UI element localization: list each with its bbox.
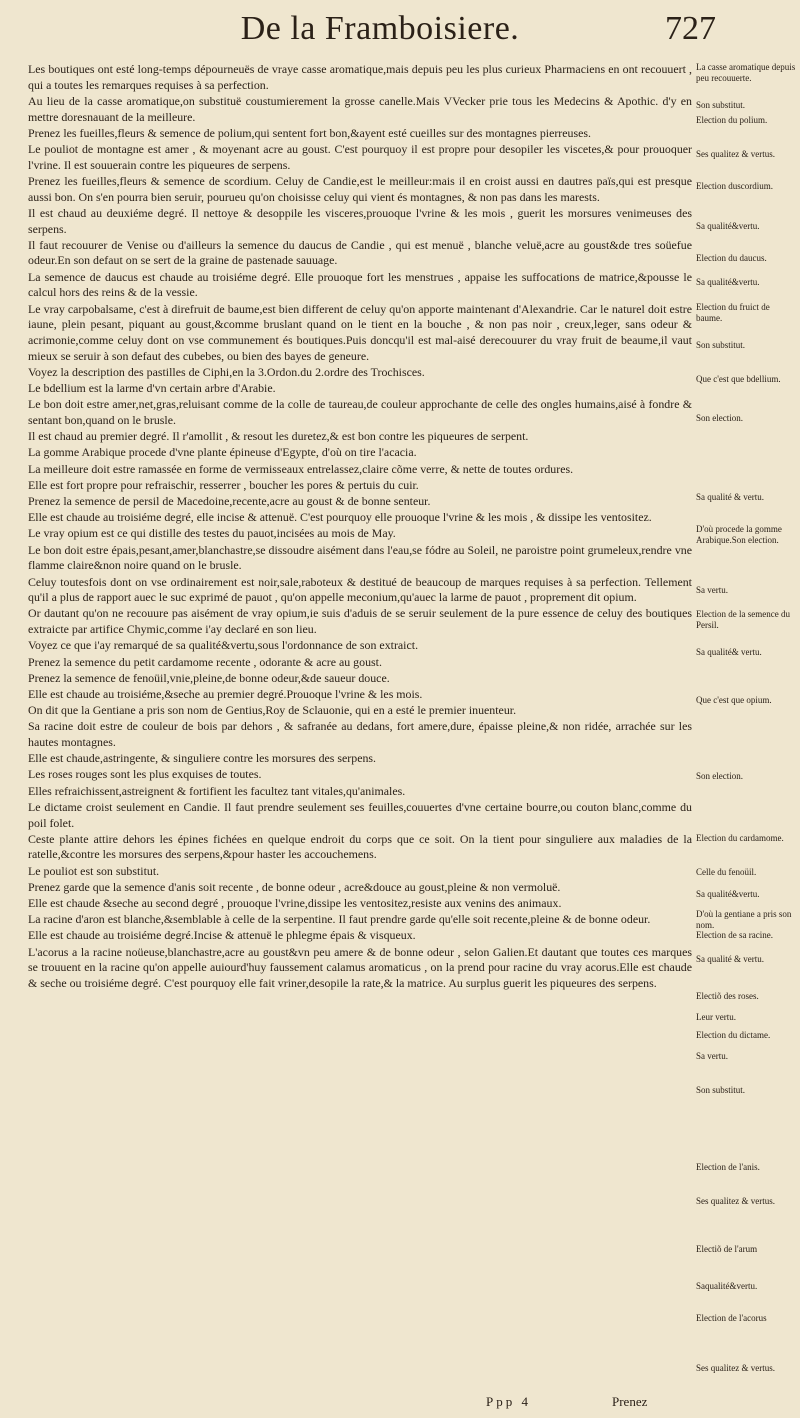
margin-note: Sa qualité&vertu. <box>696 220 760 231</box>
margin-note: Election du daucus. <box>696 252 767 263</box>
margin-note: Ses qualitez & vertus. <box>696 1362 775 1373</box>
paragraph: La gomme Arabique procede d'vne plante épineuse d'Egypte, d'où on tire l'acacia. <box>28 445 417 460</box>
margin-note: Son election. <box>696 413 743 424</box>
margin-note: Election du cardamome. <box>696 832 784 843</box>
paragraph: Or dautant qu'on ne recouure pas aisément de vray opium,ie suis d'aduis de se seruir seulement de la pure essence de celuy des boutiques extraicte par artifice Chymic,comme i'ay declaré en son lieu. <box>28 606 692 637</box>
margin-note: Sa qualité & vertu. <box>696 953 764 964</box>
margin-note: Electiõ de l'arum <box>696 1243 758 1254</box>
paragraph: Il est chaud au premier degré. Il r'amollit , & resout les duretez,& est bon contre les piqueures de serpent. <box>28 429 529 444</box>
paragraph: La racine d'aron est blanche,&semblable à celle de la serpentine. Il faut prendre garde qu'elle soit recente,pleine & de bonne odeur. <box>28 912 651 927</box>
margin-note: Sa qualité&vertu. <box>696 888 760 899</box>
paragraph: Elle est chaude au troisiéme,&seche au premier degré.Prouoque l'vrine & les mois. <box>28 686 423 701</box>
page-number: 727 <box>665 10 716 47</box>
running-title: De la Framboisiere. <box>240 10 520 47</box>
margin-note: D'où la gentiane a pris son nom. <box>696 909 792 930</box>
margin-note: D'où procede la gomme Arabique.Son election. <box>696 524 782 545</box>
paragraph: Prenez la semence de persil de Macedoine,recente,acre au goust & de bonne senteur. <box>28 493 431 508</box>
margin-note: Election de la semence du Persil. <box>696 609 790 630</box>
paragraph: Voyez la description des pastilles de Ciphi,en la 3.Ordon.du 2.ordre des Trochisces. <box>28 364 425 379</box>
margin-note: Celle du fenoüil. <box>696 866 757 877</box>
paragraph: Elles refraichissent,astreignent & fortifient les facultez tant vitales,qu'animales. <box>28 783 406 798</box>
margin-note: Son substitut. <box>696 1085 746 1095</box>
signature-mark: Ppp 4 <box>486 1394 531 1409</box>
paragraph: La meilleure doit estre ramassée en forme de vermisseaux entrelassez,claire cõme verre, & nette de toutes ordures. <box>28 461 574 476</box>
paragraph: Le bon doit estre amer,net,gras,reluisant comme de la colle de taureau,de couleur approchante de celle des ongles humains,aisé à fondre & sentant bon,quand on le brusle. <box>28 397 692 427</box>
paragraph: Le dictame croist seulement en Candie. Il faut prendre seulement ses feuilles,couuertes d'vne certaine bourre,ou couton blanc,comme du poil folet. <box>28 799 692 830</box>
paragraph: Sa racine doit estre de couleur de bois par dehors , & safranée au dedans, fort amere,dure, épaisse pleine,& non ridée, arrachée sur les hautes montagnes. <box>28 719 692 750</box>
margin-note: Ses qualitez & vertus. <box>696 1195 775 1206</box>
page-footer <box>0 1394 800 1414</box>
paragraph: Prenez les fueilles,fleurs & semence de scordium. Celuy de Candie,est le meilleur:mais il en croist aussi en dautres païs,qui est presque aussi bon. On s'en pourra bien seruir, pourueu qu'on choisisse celuy qui vient és montagnes, & non pas dans les marests. <box>28 173 692 204</box>
paragraph: Il est chaud au deuxiéme degré. Il nettoye & desoppile les visceres,prouoque l'vrine & les mois , guerit les morsures venimeuses des serpens. <box>28 205 692 236</box>
paragraph: Ceste plante attire dehors les épines fichées en quelque endroit du corps que ce soit. On la tient pour singuliere aux maladies de la ratelle,&contre les morsures des serpens,&pour haster les accouchemens. <box>28 831 692 862</box>
margin-note: Que c'est que bdellium. <box>696 374 781 384</box>
paragraph: Le pouliot est son substitut. <box>28 863 160 878</box>
margin-note: Sa qualité&vertu. <box>696 276 760 287</box>
margin-note: Ses qualitez & vertus. <box>696 148 775 159</box>
paragraph: Le bdellium est la larme d'vn certain arbre d'Arabie. <box>28 381 276 396</box>
margin-note: Sa vertu. <box>696 585 728 596</box>
margin-note: Sa qualité & vertu. <box>696 491 764 502</box>
paragraph: La semence de daucus est chaude au troisiéme degré. Elle prouoque fort les menstrues , appaise les suffocations de matrice,&pousse le calcul hors des reins & de la vessie. <box>28 269 692 300</box>
paragraph: Au lieu de la casse aromatique,on substituë coustumierement la grosse canelle.Mais VVecker prie tous les Medecins & Apothic. d'y en mettre doresnauant de la meilleure. <box>28 93 692 124</box>
margin-note: Sa vertu. <box>696 1050 728 1061</box>
paragraph: Elle est chaude au troisiéme degré.Incise & attenuë le phlegme épais & visqueux. <box>28 928 416 943</box>
paragraph: Elle est chaude,astringente, & singuliere contre les morsures des serpens. <box>28 751 377 766</box>
margin-note: Election de l'anis. <box>696 1161 760 1172</box>
margin-note: Leur vertu. <box>696 1011 736 1022</box>
margin-note: Election du fruict de baume. <box>696 302 770 323</box>
paragraph: Le pouliot de montagne est amer , & moyenant acre au goust. C'est pourquoy il est propre pour desopiler les viscetes,& pour prouoquer l'vrine. Il est souuerain contre les piqueures de serpens. <box>28 142 692 172</box>
paragraph: Le vray carpobalsame, c'est à direfruit de baume,est bien different de celuy qu'on apporte maintenant d'Alexandrie. Car le naturel doit estre iaune, plein pesant, piquant au goust,&comme bruslant quand on le tient en la bouche , & non pas noir , creux,leger, sans odeur & acrimonie,comme celuy dont on vse communement és boutiques.Puis doncqu'il est mal-aisé derecouurer du vray fruit de beaume,il vaut mieux se seruir à son defaut des cubebes, ou bien des bayes de geneure. <box>28 301 692 363</box>
paragraph: Prenez la semence du petit cardamome recente , odorante & acre au goust. <box>28 654 382 669</box>
margin-note: Saqualité&vertu. <box>696 1281 758 1292</box>
paragraph: Les roses rouges sont les plus exquises de toutes. <box>28 767 262 782</box>
paragraph: Le vray opium est ce qui distille des testes du pauot,incisées au mois de May. <box>28 526 396 541</box>
paragraph: Prenez garde que la semence d'anis soit recente , de bonne odeur , acre&douce au goust,pleine & non vermoluë. <box>28 879 561 894</box>
paragraph: Voyez ce que i'ay remarqué de sa qualité&vertu,sous l'ordonnance de son extraict. <box>28 638 419 653</box>
paragraph: Prenez la semence de fenoüil,vnie,pleine,de bonne odeur,&de saueur douce. <box>28 670 390 685</box>
margin-note: Son election. <box>696 771 743 782</box>
margin-note: Election de l'acorus <box>696 1313 767 1324</box>
margin-note: Son substitut. <box>696 99 746 110</box>
margin-note: Sa qualité& vertu. <box>696 646 762 657</box>
paragraph: Prenez les fueilles,fleurs & semence de polium,qui sentent fort bon,&ayent esté cueilles sur des montagnes pierreuses. <box>28 125 591 140</box>
margin-note: La casse aromatique depuis peu recouuerte. <box>696 62 796 83</box>
margin-note: Election du dictame. <box>696 1030 771 1041</box>
paragraph: Celuy toutesfois dont on vse ordinairement est noir,sale,raboteux & destitué de beaucoup de marques requises à sa perfection. Tellement qu'il a plus de rapport auec le suc exprimé de pauot , qu'on appelle meconium,qu'auec la larme de pauot , proprement dit opium. <box>28 574 692 605</box>
margin-note: Election du polium. <box>696 114 768 125</box>
margin-note: Election duscordium. <box>696 181 773 192</box>
margin-note: Election de sa racine. <box>696 929 773 940</box>
paragraph: Les boutiques ont esté long-temps dépourneuës de vraye casse aromatique,mais depuis peu les plus curieux Pharmaciens en ont recouuert , qui a toutes les remarques requises à sa perfection. <box>28 62 692 92</box>
paragraph: Il faut recouurer de Venise ou d'ailleurs la semence du daucus de Candie , qui est menuë , blanche veluë,acre au goust&de tres soüefue odeur.En son defaut on se sert de la graine de pastenade sauuage. <box>28 237 692 268</box>
paragraph: Le bon doit estre épais,pesant,amer,blanchastre,se dissoudre aisément dans l'eau,se fódre au Soleil, ne paroistre point grumeleux,rendre vne flamme claire&non noire quand on le brusle. <box>28 542 692 573</box>
main-text-column <box>28 62 692 992</box>
paragraph: On dit que la Gentiane a pris son nom de Gentius,Roy de Sclauonie, qui en a esté le premier inuenteur. <box>28 703 517 718</box>
page-header <box>0 10 800 58</box>
margin-note: Son substitut. <box>696 339 746 350</box>
paragraph: L'acorus a la racine noüeuse,blanchastre,acre au goust&vn peu amere & de bonne odeur , selon Galien.Et dautant que toutes ces marques se trouuent en la racine qu'on appelle auiourd'huy faussement calamus aromaticus , on la prend pour racine du vray acorus.Elle est chaude & seche ou troisiéme degré. C'est pourquoy elle fait vriner,desopile la rate,& la matrice. Au surplus guerit les piqueures des serpens. <box>28 944 692 991</box>
paragraph: Elle est chaude &seche au second degré , prouoque l'vrine,dissipe les ventositez,resiste aux venins des animaux. <box>28 896 562 911</box>
margin-note: Que c'est que opium. <box>696 694 772 705</box>
paragraph: Elle est chaude au troisiéme degré, elle incise & attenuë. C'est pourquoy elle prouoque l'vrine & les mois , & dissipe les ventositez. <box>28 510 652 525</box>
paragraph: Elle est fort propre pour refraischir, resserrer , boucher les pores & pertuis du cuir. <box>28 477 419 492</box>
catchword: Prenez <box>612 1394 648 1409</box>
margin-note: Electiõ des roses. <box>696 991 759 1002</box>
